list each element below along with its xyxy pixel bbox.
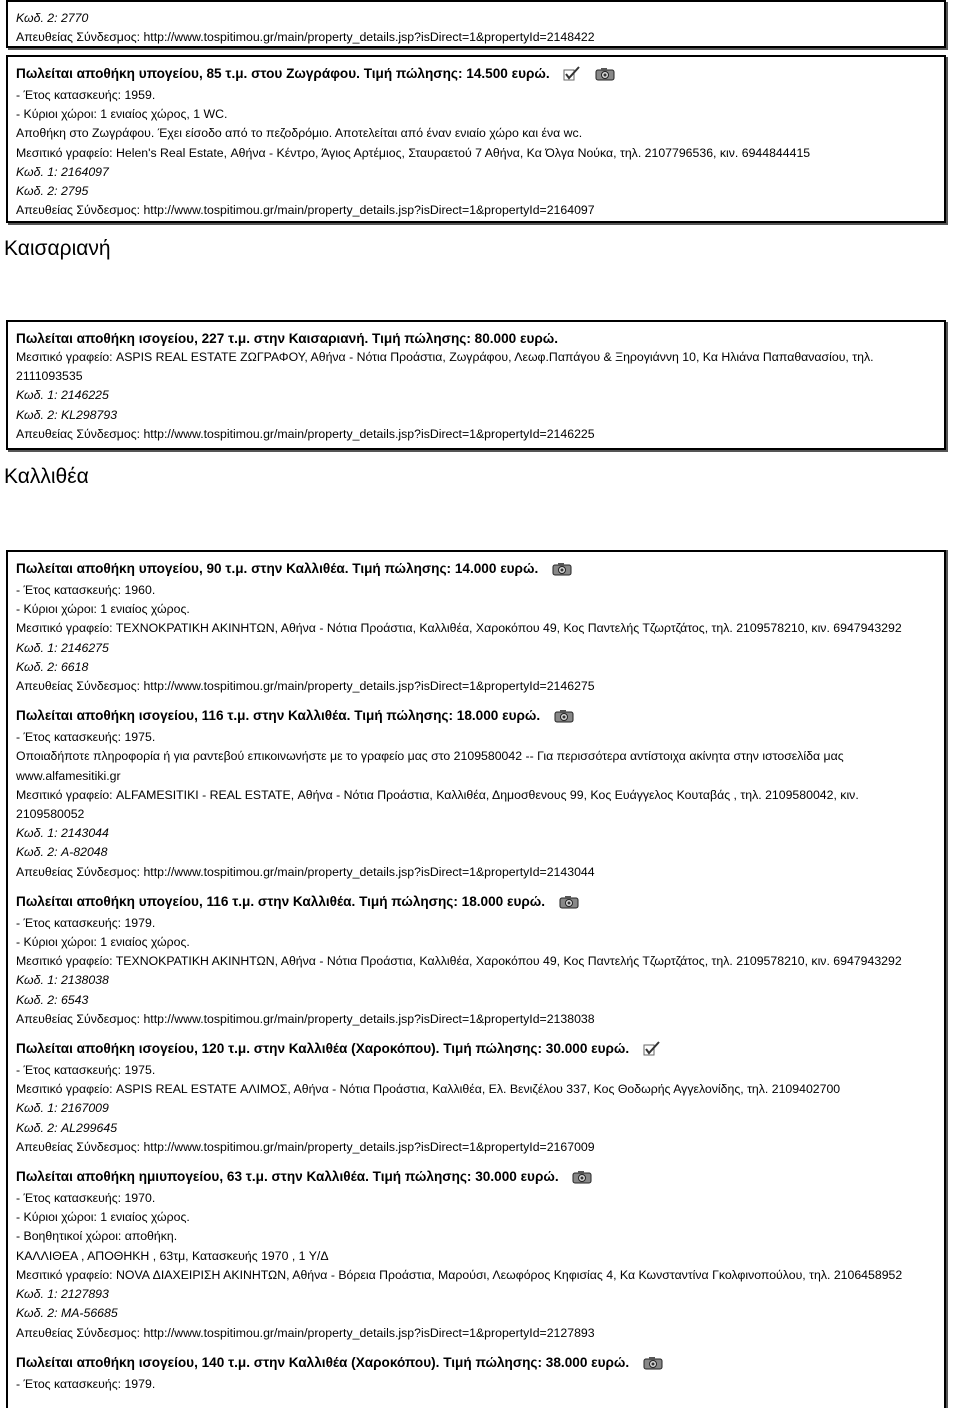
description-website: www.alfamesitiki.gr bbox=[16, 768, 121, 783]
direct-link[interactable]: Απευθείας Σύνδεσμος: http://www.tospitimou.gr/main/property_details.jsp?isDirect=1&propertyId=2164097 bbox=[16, 203, 595, 218]
agency-info: Μεσιτικό γραφείο: ALFAMESITIKI - REAL ESTATE, Αθήνα - Νότια Προάστια, Καλλιθέα, Δημοσθενους 99, Κος Ευάγγελος Κουταβάς , τηλ. 2109580042, κιν. bbox=[16, 787, 859, 802]
listing-title[interactable] bbox=[16, 892, 936, 914]
listing-box-4 bbox=[6, 550, 946, 1408]
direct-link[interactable]: Απευθείας Σύνδεσμος: http://www.tospitimou.gr/main/property_details.jsp?isDirect=1&propertyId=2167009 bbox=[16, 1139, 595, 1154]
code-2: Κωδ. 2: KL298793 bbox=[16, 407, 118, 422]
agency-info: Μεσιτικό γραφείο: Helen's Real Estate, Αθήνα - Κέντρο, Άγιος Αρτέμιος, Σταυραετού 7 Αθήνα, Κα Όλγα Νούκα, τηλ. 2107796536, κιν. 6944844415 bbox=[16, 145, 811, 160]
camera-icon[interactable] bbox=[643, 1356, 663, 1375]
construction-year: - Έτος κατασκευής: 1960. bbox=[16, 583, 156, 597]
construction-year: - Έτος κατασκευής: 1979. bbox=[16, 915, 156, 930]
code-2: Κωδ. 2: A-82048 bbox=[16, 845, 108, 860]
code-1: Κωδ. 1: 2138038 bbox=[16, 973, 109, 988]
listing-title-text[interactable]: Πωλείται αποθήκη ισογείου, 120 τ.μ. στην Καλλιθέα (Χαροκόπου). Τιμή πώλησης: 30.000 ευρώ. bbox=[16, 1041, 630, 1057]
listing-title[interactable] bbox=[16, 1353, 936, 1375]
agency-info: Μεσιτικό γραφείο: ΤΕΧΝΟΚΡΑΤΙΚΗ ΑΚΙΝΗΤΩΝ, Αθήνα - Νότια Προάστια, Καλλιθέα, Χαροκόπου 49, Κος Παντελής Τζωρτζάτος, τηλ. 2109578210, κιν. 6947943292 bbox=[16, 621, 902, 636]
camera-icon[interactable] bbox=[572, 1170, 592, 1189]
code-1: Κωδ. 1: 2164097 bbox=[16, 164, 109, 179]
listing-box-3 bbox=[6, 320, 946, 450]
agency-info: Μεσιτικό γραφείο: ΤΕΧΝΟΚΡΑΤΙΚΗ ΑΚΙΝΗΤΩΝ, Αθήνα - Νότια Προάστια, Καλλιθέα, Χαροκόπου 49, Κος Παντελής Τζωρτζάτος, τηλ. 2109578210, κιν. 6947943292 bbox=[16, 954, 902, 969]
code-1: Κωδ. 1: 2127893 bbox=[16, 1287, 109, 1302]
auxiliary-rooms: - Βοηθητικοί χώροι: αποθήκη. bbox=[16, 1229, 178, 1244]
code-1: Κωδ. 1: 2146275 bbox=[16, 640, 109, 655]
camera-icon[interactable] bbox=[554, 709, 574, 728]
construction-year: - Έτος κατασκευής: 1979. bbox=[16, 1376, 156, 1391]
code-2: Κωδ. 2: 2795 bbox=[16, 184, 89, 199]
agency-phone: 2111093535 bbox=[16, 369, 83, 384]
checkbox-check-icon bbox=[643, 1041, 661, 1061]
code-1: Κωδ. 1: 2143044 bbox=[16, 826, 109, 841]
camera-icon[interactable] bbox=[552, 562, 572, 581]
listing-title-text[interactable]: Πωλείται αποθήκη ημιυπογείου, 63 τ.μ. στην Καλλιθέα. Τιμή πώλησης: 30.000 ευρώ. bbox=[16, 1169, 559, 1185]
construction-year: - Έτος κατασκευής: 1975. bbox=[16, 1063, 156, 1078]
code-1: Κωδ. 1: 2146225 bbox=[16, 388, 109, 403]
description: Οποιαδήποτε πληροφορία ή για ραντεβού επικοινωνήστε με το γραφείο μας στο 2109580042 -- Για περισσότερα αντίστοιχα ακίνητα στην ιστοσελίδα μας bbox=[16, 749, 844, 764]
camera-icon[interactable] bbox=[559, 895, 579, 914]
description: ΚΑΛΛΙΘΕΑ , ΑΠΟΘΗΚΗ , 63τμ, Κατασκευής 1970 , 1 Υ/Δ bbox=[16, 1248, 329, 1263]
agency-info: Μεσιτικό γραφείο: ASPIS REAL ESTATE ΑΛΙΜΟΣ, Αθήνα - Νότια Προάστια, Καλλιθέα, Ελ. Βενιζέλου 337, Κος Θοδωρής Αγγελονίδης, τηλ. 2109402700 bbox=[16, 1082, 841, 1097]
listing-box-2 bbox=[6, 55, 946, 223]
agency-info: Μεσιτικό γραφείο: ASPIS REAL ESTATE ΖΩΓΡΑΦΟΥ, Αθήνα - Νότια Προάστια, Ζωγράφου, Λεωφ.Παπάγου & Ξηρογιάννη 10, Κα Ηλιάνα Παπαθανασίου, τηλ. bbox=[16, 350, 874, 364]
camera-icon[interactable] bbox=[595, 67, 615, 86]
direct-link[interactable]: Απευθείας Σύνδεσμος: http://www.tospitimou.gr/main/property_details.jsp?isDirect=1&propertyId=2146225 bbox=[16, 426, 595, 441]
direct-link[interactable]: Απευθείας Σύνδεσμος: http://www.tospitimou.gr/main/property_details.jsp?isDirect=1&propertyId=2127893 bbox=[16, 1325, 595, 1340]
listing-title[interactable] bbox=[16, 64, 936, 86]
code-2: Κωδ. 2: 6618 bbox=[16, 659, 89, 674]
direct-link[interactable]: Απευθείας Σύνδεσμος: http://www.tospitimou.gr/main/property_details.jsp?isDirect=1&propertyId=2143044 bbox=[16, 864, 595, 879]
direct-link[interactable]: Απευθείας Σύνδεσμος: http://www.tospitimou.gr/main/property_details.jsp?isDirect=1&propertyId=2146275 bbox=[16, 679, 595, 694]
listing-title[interactable] bbox=[16, 1167, 936, 1189]
code-2: Κωδ. 2: MA-56685 bbox=[16, 1306, 118, 1321]
description: Αποθήκη στο Ζωγράφου. Έχει είσοδο από το πεζοδρόμιο. Αποτελείται από έναν ενιαίο χώρο και ένα wc. bbox=[16, 126, 583, 141]
listing-title-text[interactable]: Πωλείται αποθήκη ισογείου, 116 τ.μ. στην Καλλιθέα. Τιμή πώλησης: 18.000 ευρώ. bbox=[16, 708, 541, 724]
area-heading-kallithea: Καλλιθέα bbox=[4, 465, 89, 488]
listing-title[interactable] bbox=[16, 559, 936, 581]
listing-title[interactable] bbox=[16, 706, 936, 728]
main-rooms: - Κύριοι χώροι: 1 ενιαίος χώρος, 1 WC. bbox=[16, 107, 228, 122]
listing-title-text[interactable]: Πωλείται αποθήκη ισογείου, 140 τ.μ. στην Καλλιθέα (Χαροκόπου). Τιμή πώλησης: 38.000 ευρώ. bbox=[16, 1354, 630, 1370]
area-heading-kaisariani: Καισαριανή bbox=[4, 237, 111, 260]
agency-info: Μεσιτικό γραφείο: NOVA ΔΙΑΧΕΙΡΙΣΗ ΑΚΙΝΗΤΩΝ, Αθήνα - Βόρεια Προάστια, Μαρούσι, Λεωφόρος Κηφισίας 4, Κα Κωνσταντίνα Γκολφινοπούλου, τηλ. 2106458952 bbox=[16, 1267, 903, 1282]
listing-title[interactable] bbox=[16, 1039, 936, 1061]
code-1: Κωδ. 1: 2167009 bbox=[16, 1101, 109, 1116]
main-rooms: - Κύριοι χώροι: 1 ενιαίος χώρος. bbox=[16, 1210, 190, 1225]
main-rooms: - Κύριοι χώροι: 1 ενιαίος χώρος. bbox=[16, 935, 190, 950]
checkbox-check-icon bbox=[563, 66, 581, 86]
listing-title-text[interactable]: Πωλείται αποθήκη υπογείου, 90 τ.μ. στην Καλλιθέα. Τιμή πώλησης: 14.000 ευρώ. bbox=[16, 561, 539, 576]
construction-year: - Έτος κατασκευής: 1970. bbox=[16, 1191, 156, 1206]
listing-box-1 bbox=[6, 0, 946, 48]
code-2: Κωδ. 2: 6543 bbox=[16, 992, 89, 1007]
direct-link[interactable]: Απευθείας Σύνδεσμος: http://www.tospitimou.gr/main/property_details.jsp?isDirect=1&propertyId=2138038 bbox=[16, 1011, 595, 1026]
listing-title-text[interactable]: Πωλείται αποθήκη υπογείου, 116 τ.μ. στην Καλλιθέα. Τιμή πώλησης: 18.000 ευρώ. bbox=[16, 893, 546, 909]
code-2: Κωδ. 2: 2770 bbox=[16, 11, 89, 25]
construction-year: - Έτος κατασκευής: 1975. bbox=[16, 730, 156, 745]
agency-phone: 2109580052 bbox=[16, 807, 85, 822]
listing-title-text[interactable]: Πωλείται αποθήκη υπογείου, 85 τ.μ. στου Ζωγράφου. Τιμή πώλησης: 14.500 ευρώ. bbox=[16, 66, 550, 81]
construction-year: - Έτος κατασκευής: 1959. bbox=[16, 88, 156, 102]
code-2: Κωδ. 2: AL299645 bbox=[16, 1120, 118, 1135]
main-rooms: - Κύριοι χώροι: 1 ενιαίος χώρος. bbox=[16, 602, 190, 617]
direct-link[interactable]: Απευθείας Σύνδεσμος: http://www.tospitimou.gr/main/property_details.jsp?isDirect=1&propertyId=2148422 bbox=[16, 30, 595, 45]
listing-title[interactable]: Πωλείται αποθήκη ισογείου, 227 τ.μ. στην Καισαριανή. Τιμή πώλησης: 80.000 ευρώ. bbox=[16, 331, 559, 346]
